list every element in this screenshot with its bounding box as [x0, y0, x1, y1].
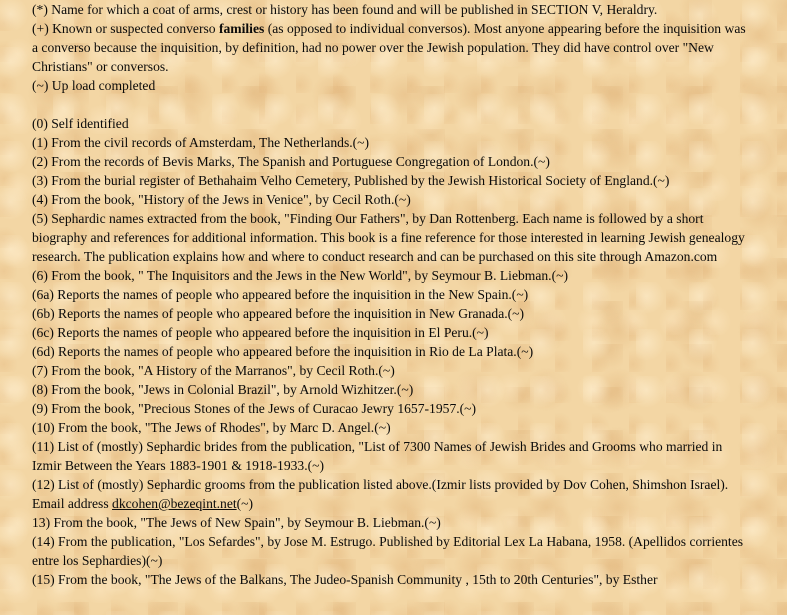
source-0: (0) Self identified	[32, 116, 129, 131]
spacer	[32, 95, 754, 114]
source-6b: (6b) Reports the names of people who appeared before the inquisition in New Granada.(~)	[32, 306, 525, 321]
source-7: (7) From the book, "A History of the Marranos", by Cecil Roth.(~)	[32, 363, 395, 378]
legend-coat-of-arms: (*) Name for which a coat of arms, crest or history has been found and will be published in SECTION V, Heraldry.	[32, 2, 658, 17]
source-6a: (6a) Reports the names of people who appeared before the inquisition in the New Spain.(~)	[32, 287, 529, 302]
legend-known-bold: families	[218, 21, 265, 36]
email-link[interactable]: dkcohen@bezeqint.net	[112, 496, 237, 511]
source-2: (2) From the records of Bevis Marks, The Spanish and Portuguese Congregation of London.(~)	[32, 154, 550, 169]
source-9: (9) From the book, "Precious Stones of the Jews of Curacao Jewry 1657-1957.(~)	[32, 401, 477, 416]
source-1: (1) From the civil records of Amsterdam, The Netherlands.(~)	[32, 135, 370, 150]
source-6c: (6c) Reports the names of people who appeared before the inquisition in El Peru.(~)	[32, 325, 489, 340]
source-12-suffix: (~)	[236, 496, 254, 511]
source-13: 13) From the book, "The Jews of New Spain", by Seymour B. Liebman.(~)	[32, 515, 441, 530]
source-6: (6) From the book, " The Inquisitors and the Jews in the New World", by Seymour B. Liebman.(~)	[32, 268, 568, 283]
legend-known-families	[32, 19, 754, 76]
source-4: (4) From the book, "History of the Jews in Venice", by Cecil Roth.(~)	[32, 192, 411, 207]
source-14: (14) From the publication, "Los Sefardes", by Jose M. Estrugo. Published by Editorial Lex La Habana, 1958. (Apellidos corrientes entre los Sephardies)(~)	[32, 534, 744, 568]
legend-known-prefix: (+) Known or suspected converso	[32, 21, 219, 36]
source-15: (15) From the book, "The Jews of the Balkans, The Judeo-Spanish Community , 15th to 20th Centuries", by Esther	[32, 572, 658, 587]
source-10: (10) From the book, "The Jews of Rhodes", by Marc D. Angel.(~)	[32, 420, 391, 435]
source-12	[32, 475, 754, 513]
legend-known-suffix: (as opposed to individual conversos). Most anyone appearing before the inquisition was a converso because the inquisition, by definition, had no power over the Jewish population. They did have control over "New Christians" or conversos.	[32, 21, 746, 74]
source-8: (8) From the book, "Jews in Colonial Brazil", by Arnold Wizhitzer.(~)	[32, 382, 414, 397]
source-12-text: (12) List of (mostly) Sephardic grooms from the publication listed above.(Izmir lists provided by Dov Cohen, Shimshon Israel). Email address	[32, 477, 729, 511]
legend-upload: (~) Up load completed	[32, 78, 156, 93]
document-body	[32, 0, 754, 589]
source-5: (5) Sephardic names extracted from the book, "Finding Our Fathers", by Dan Rottenberg. Each name is followed by a short biography and references for additional information. This book is a fine reference for those interested in learning Jewish genealogy research. The publication explains how and where to conduct research and can be purchased on this site through Amazon.com	[32, 211, 745, 264]
source-3: (3) From the burial register of Bethahaim Velho Cemetery, Published by the Jewish Historical Society of England.(~)	[32, 173, 670, 188]
source-6d: (6d) Reports the names of people who appeared before the inquisition in Rio de La Plata.(~)	[32, 344, 534, 359]
source-11: (11) List of (mostly) Sephardic brides from the publication, "List of 7300 Names of Jewish Brides and Grooms who married in Izmir Between the Years 1883-1901 & 1918-1933.(~)	[32, 439, 723, 473]
